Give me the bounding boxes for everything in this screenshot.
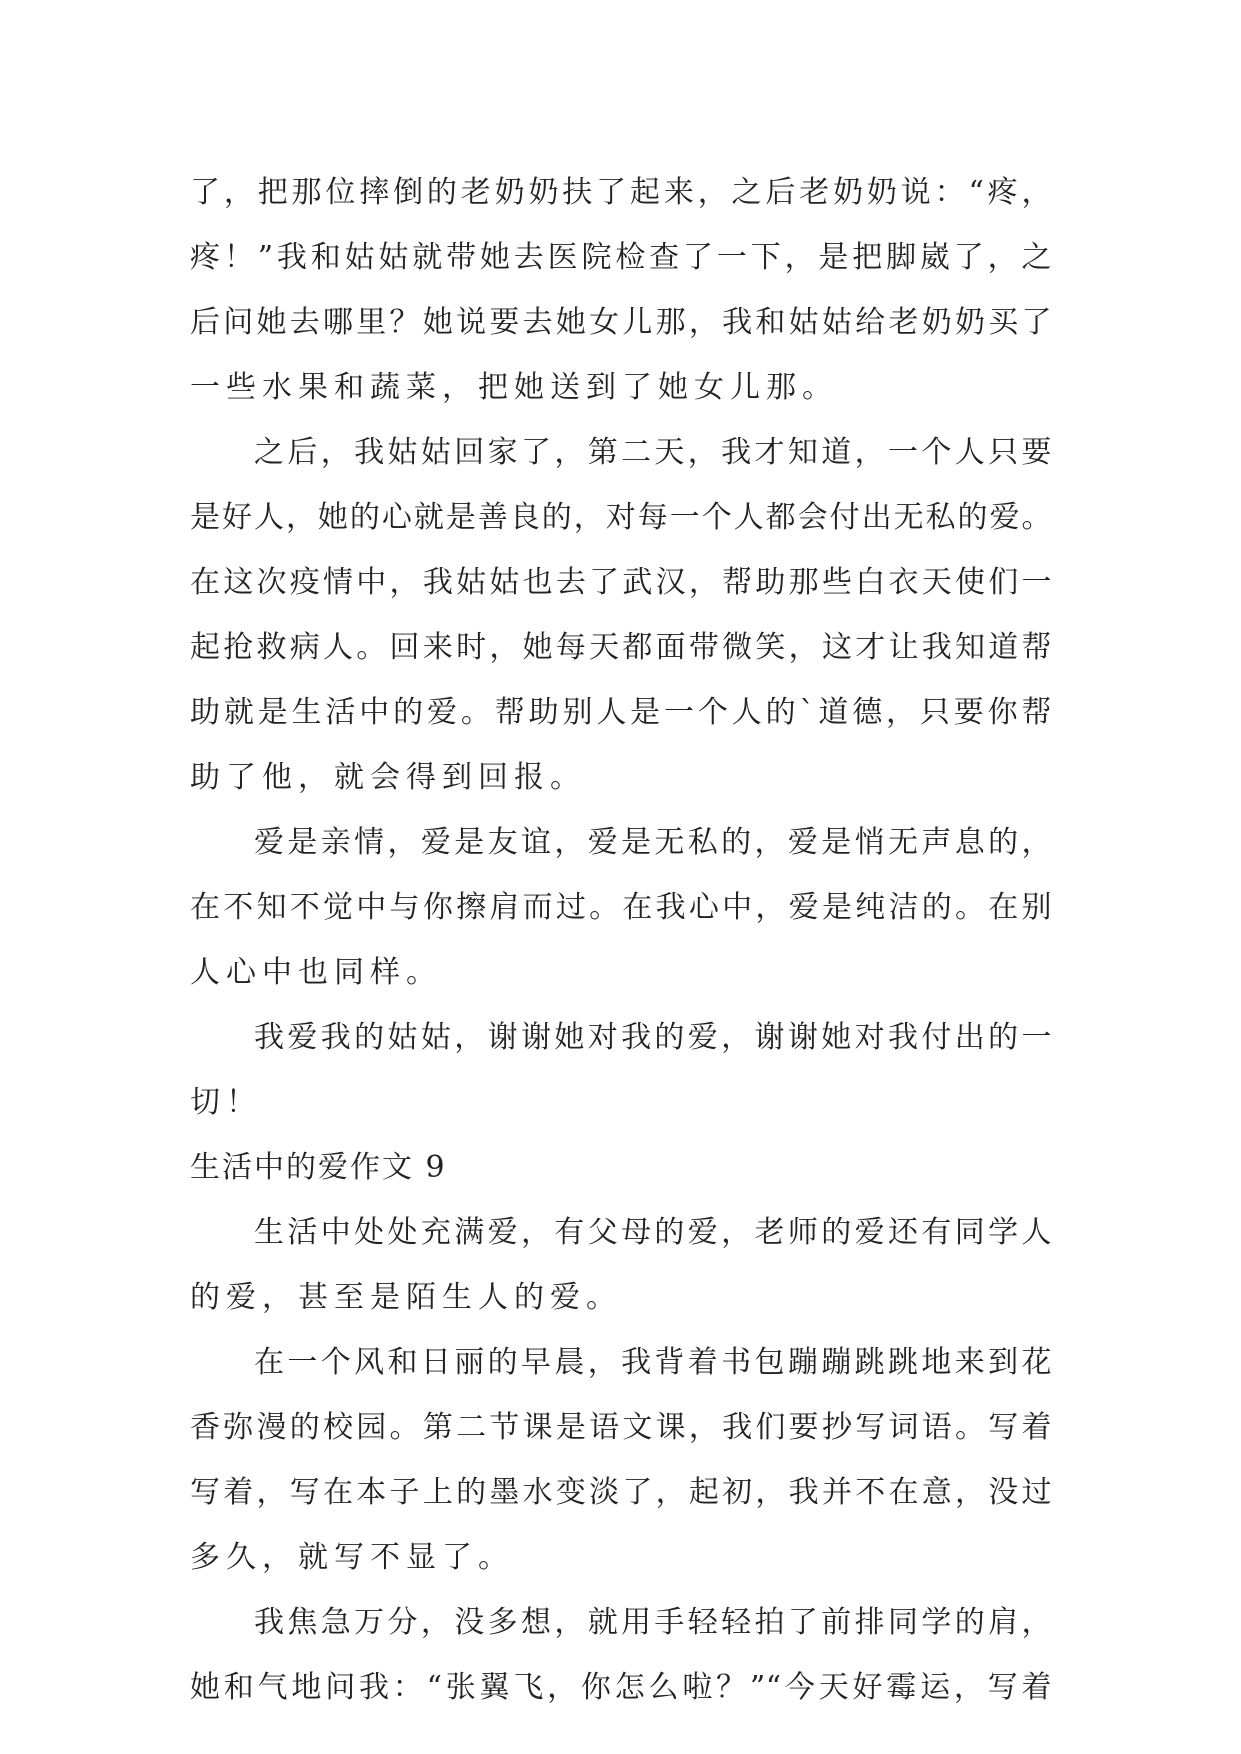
text-line: 是好人，她的心就是善良的，对每一个人都会付出无私的爱。: [190, 500, 1052, 535]
section-heading: [190, 1135, 1052, 1200]
text-line: 切！: [190, 1085, 262, 1120]
text-line: 了，把那位摔倒的老奶奶扶了起来，之后老奶奶说：“疼，: [190, 175, 1052, 210]
text-line: 我爱我的姑姑，谢谢她对我的爱，谢谢她对我付出的一: [254, 1020, 1052, 1055]
text-line: 之后，我姑姑回家了，第二天，我才知道，一个人只要: [254, 435, 1052, 470]
text-line: 起抢救病人。回来时，她每天都面带微笑，这才让我知道帮: [190, 630, 1052, 665]
paragraph: [190, 420, 1052, 810]
text-line: 多久，就写不显了。: [190, 1540, 514, 1575]
text-line: 在这次疫情中，我姑姑也去了武汉，帮助那些白衣天使们一: [190, 565, 1052, 600]
text-line: 写着，写在本子上的墨水变淡了，起初，我并不在意，没过: [190, 1475, 1052, 1510]
paragraph: [190, 160, 1052, 420]
text-line: 人心中也同样。: [190, 955, 442, 990]
paragraph: [190, 1330, 1052, 1590]
heading-text: 生活中的爱作文 9: [190, 1150, 447, 1185]
paragraph: [190, 1200, 1052, 1330]
text-line: 的爱，甚至是陌生人的爱。: [190, 1280, 622, 1315]
text-line: 一些水果和蔬菜，把她送到了她女儿那。: [190, 370, 838, 405]
text-line: 在一个风和日丽的早晨，我背着书包蹦蹦跳跳地来到花: [254, 1345, 1052, 1380]
text-line: 香弥漫的校园。第二节课是语文课，我们要抄写词语。写着: [190, 1410, 1052, 1445]
text-line: 疼！”我和姑姑就带她去医院检查了一下，是把脚崴了，之: [190, 240, 1052, 275]
paragraph: [190, 1005, 1052, 1135]
text-line: 生活中处处充满爱，有父母的爱，老师的爱还有同学人: [254, 1215, 1052, 1250]
text-line: 后问她去哪里？她说要去她女儿那，我和姑姑给老奶奶买了: [190, 305, 1052, 340]
text-line: 我焦急万分，没多想，就用手轻轻拍了前排同学的肩，: [254, 1605, 1052, 1640]
text-line: 在不知不觉中与你擦肩而过。在我心中，爱是纯洁的。在别: [190, 890, 1052, 925]
text-line: 助了他，就会得到回报。: [190, 760, 586, 795]
paragraph: [190, 810, 1052, 1005]
text-line: 助就是生活中的爱。帮助别人是一个人的`道德，只要你帮: [190, 695, 1052, 730]
text-line: 她和气地问我：“张翼飞，你怎么啦？”“今天好霉运，写着: [190, 1670, 1052, 1705]
document-body: [190, 160, 1052, 1720]
text-line: 爱是亲情，爱是友谊，爱是无私的，爱是悄无声息的，: [254, 825, 1052, 860]
paragraph: [190, 1590, 1052, 1720]
